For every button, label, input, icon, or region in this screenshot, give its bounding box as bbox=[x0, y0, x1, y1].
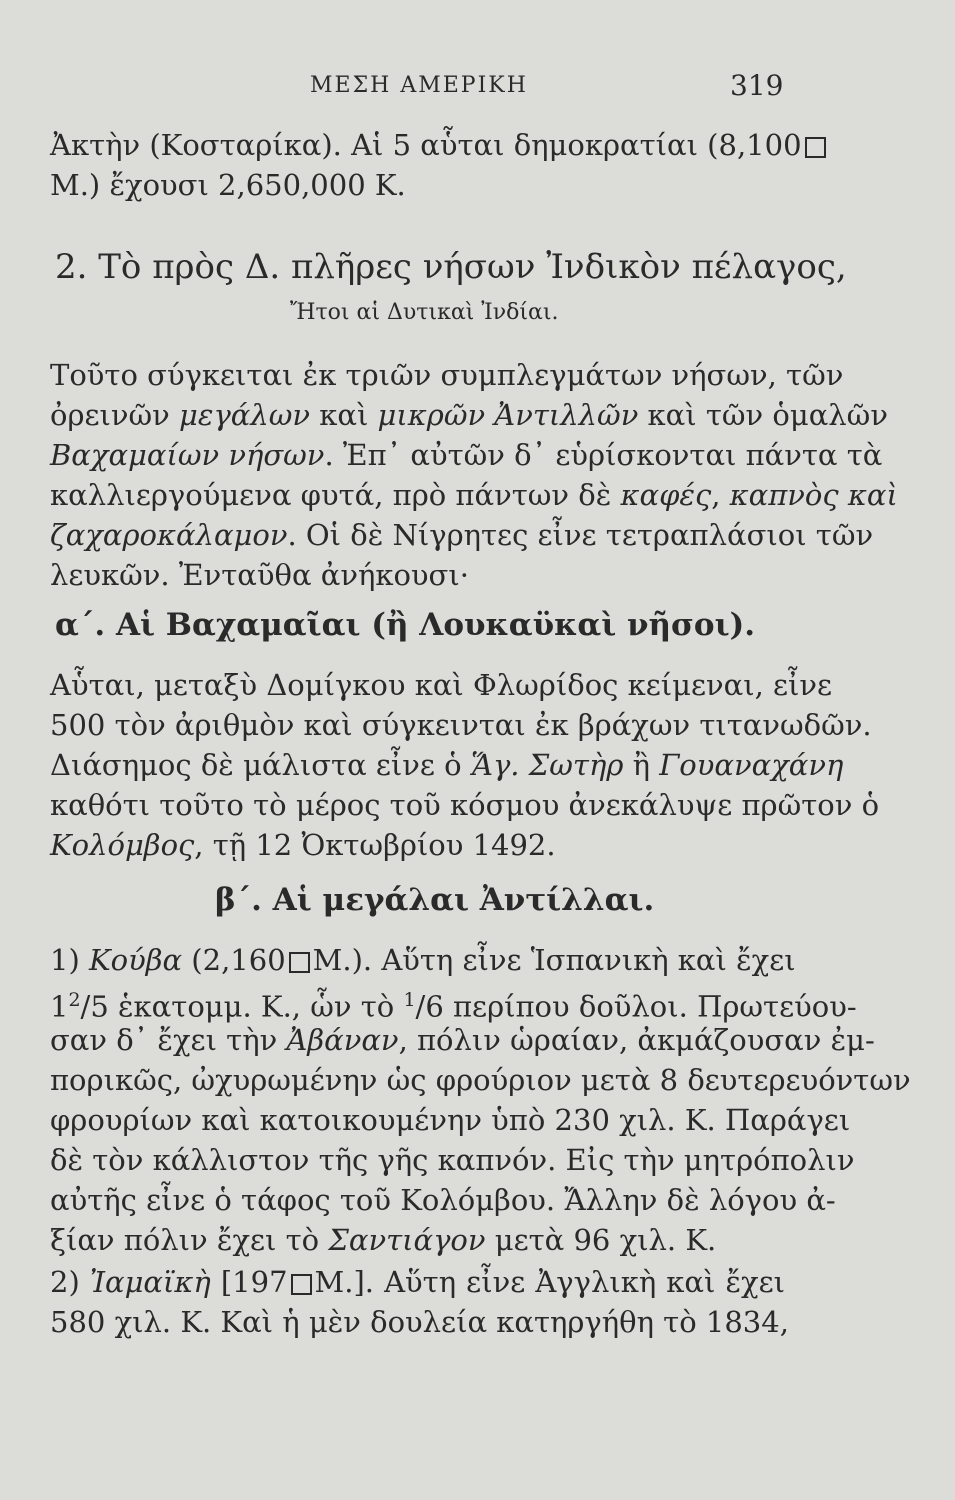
para3-line-7: αὐτῆς εἶνε ὁ τάφος τοῦ Κολόμβου. Ἄλλην δὲ λόγου ἀ- bbox=[50, 1183, 836, 1217]
para1-line-2: ὀρεινῶν μεγάλων καὶ μικρῶν Ἀντιλλῶν καὶ τῶν ὁμαλῶν bbox=[50, 398, 888, 432]
intro-line-1: Ἀκτὴν (Κοσταρίκα). Αἱ 5 αὗται δημοκρατίαι (8,100 bbox=[50, 125, 785, 165]
para3-line-10: 580 χιλ. Κ. Καὶ ἡ μὲν δουλεία κατηργήθη τὸ 1834, bbox=[50, 1305, 789, 1339]
para2-line-5: Κολόμβος, τῇ 12 Ὀκτωβρίου 1492. bbox=[50, 828, 556, 862]
para3-line-1: 1) Κούβα (2,160 Μ.). Αὕτη εἶνε Ἱσπανικὴ καὶ ἔχει bbox=[50, 943, 796, 977]
para1-line-5: ζαχαροκάλαμον. Οἱ δὲ Νίγρητες εἶνε τετραπλάσιοι τῶν bbox=[50, 518, 874, 552]
square-symbol-icon bbox=[289, 952, 310, 973]
para1-line-3: Βαχαμαίων νήσων. Ἐπ᾽ αὐτῶν δ᾽ εὑρίσκονται πάντα τὰ bbox=[50, 438, 883, 472]
chapter-heading: 2. Τὸ πρὸς Δ. πλῆρες νήσων Ἰνδικὸν πέλαγος, bbox=[55, 247, 847, 287]
para2-line-2: 500 τὸν ἀριθμὸν καὶ σύγκεινται ἐκ βράχων τιτανωδῶν. bbox=[50, 708, 872, 742]
page-number: 319 bbox=[730, 69, 784, 102]
para1-line-1: Τοῦτο σύγκειται ἐκ τριῶν συμπλεγμάτων νήσων, τῶν bbox=[50, 358, 844, 392]
chapter-subheading: Ἤτοι αἱ Δυτικαὶ Ἰνδίαι. bbox=[290, 300, 559, 325]
para3-line-3: σαν δ᾽ ἔχει τὴν Ἀβάναν, πόλιν ὡραίαν, ἀκμάζουσαν ἐμ- bbox=[50, 1023, 875, 1057]
para3-line-8: ξίαν πόλιν ἔχει τὸ Σαντιάγον μετὰ 96 χιλ. Κ. bbox=[50, 1223, 717, 1257]
square-symbol-icon bbox=[291, 1274, 312, 1295]
para3-line-2: $1^2/5$ ἑκατομμ. Κ., ὧν τὸ $^1$/6 περίπου δοῦλοι. Πρωτεύου- bbox=[50, 989, 857, 1024]
para2-line-1: Αὗται, μεταξὺ Δομίγκου καὶ Φλωρίδος κείμεναι, εἶνε bbox=[50, 668, 833, 702]
para3-line-9: 2) Ἰαμαϊκὴ [197 Μ.]. Αὕτη εἶνε Ἀγγλικὴ καὶ ἔχει bbox=[50, 1265, 786, 1299]
para3-line-5: φρουρίων καὶ κατοικουμένην ὑπὸ 230 χιλ. Κ. Παράγει bbox=[50, 1103, 851, 1137]
para2-line-4: καθότι τοῦτο τὸ μέρος τοῦ κόσμου ἀνεκάλυψε πρῶτον ὁ bbox=[50, 788, 880, 822]
para3-line-4: πορικῶς, ὠχυρωμένην ὡς φρούριον μετὰ 8 δευτερευόντων bbox=[50, 1063, 911, 1097]
square-symbol-icon bbox=[805, 137, 826, 158]
section-heading-b: β΄. Αἱ μεγάλαι Ἀντίλλαι. bbox=[215, 882, 655, 918]
para1-line-4: καλλιεργούμενα φυτά, πρὸ πάντων δὲ καφές, καπνὸς καὶ bbox=[50, 478, 898, 512]
para1-line-6: λευκῶν. Ἐνταῦθα ἀνήκουσι· bbox=[50, 558, 469, 592]
section-heading-a: α΄. Αἱ Βαχαμαῖαι (ἢ Λουκαϋκαὶ νῆσοι). bbox=[55, 607, 756, 643]
intro-line-2: Μ.) ἔχουσι 2,650,000 Κ. bbox=[50, 168, 406, 202]
para2-line-3: Διάσημος δὲ μάλιστα εἶνε ὁ Ἅγ. Σωτὴρ ἢ Γουαναχάνη bbox=[50, 748, 844, 782]
para3-line-6: δὲ τὸν κάλλιστον τῆς γῆς καπνόν. Εἰς τὴν μητρόπολιν bbox=[50, 1143, 855, 1177]
running-header: ΜΕΣΗ ΑΜΕΡΙΚΗ bbox=[310, 73, 528, 98]
